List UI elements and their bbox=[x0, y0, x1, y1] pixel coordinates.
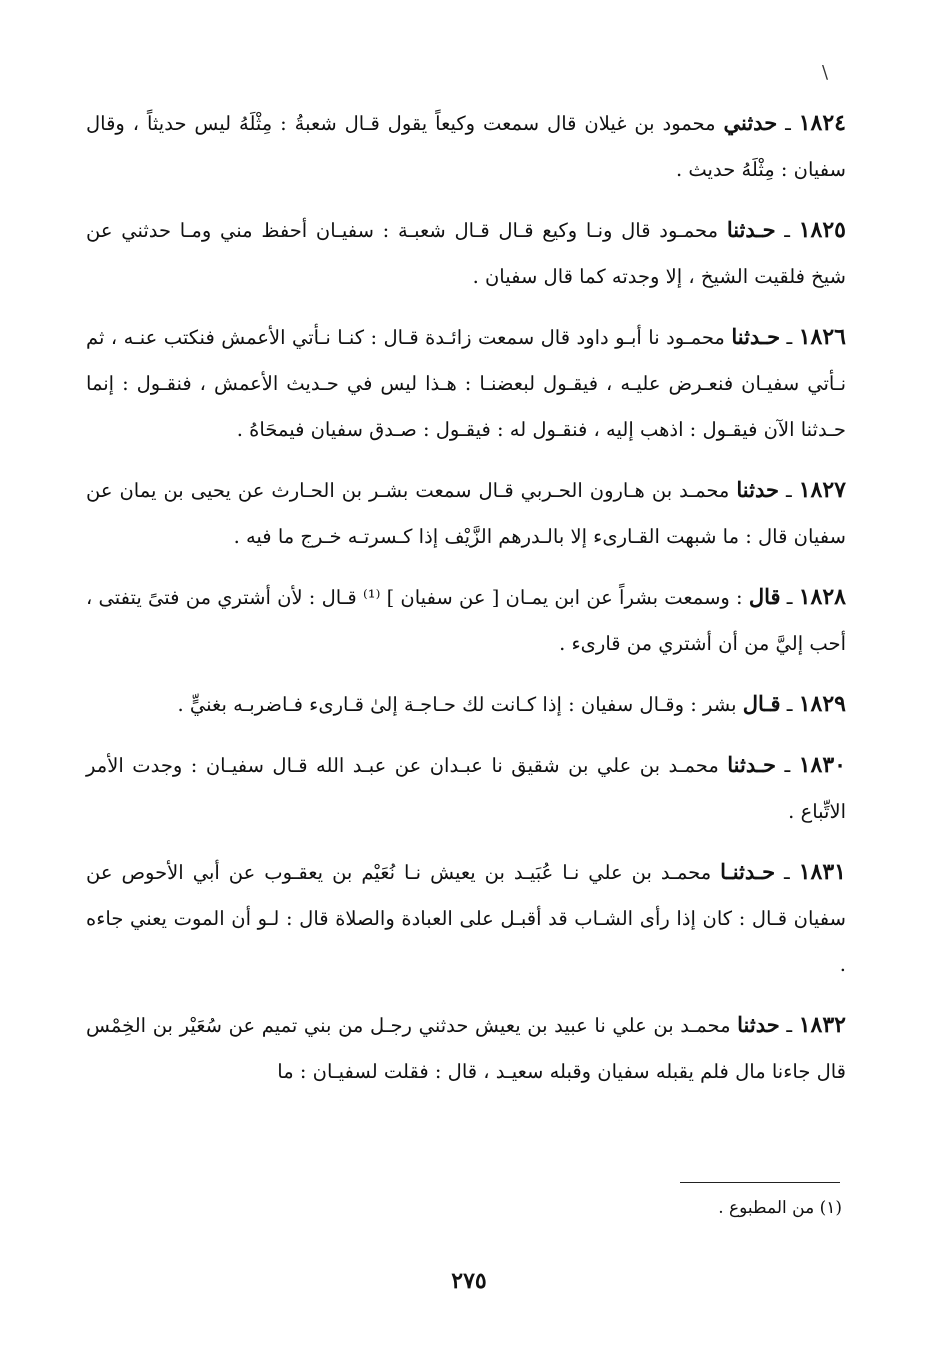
entry-number: ١٨٢٩ bbox=[798, 691, 846, 717]
entry-text: محمـد بن علي نا عبيد بن يعيش حدثني رجـل من بني تميم عن سُعَيْر بن الخِمْس قال جاءنا مال فلم يقبله سفيان وقبله سعيـد ، قال : فقلت لسفيـان : ما bbox=[86, 1014, 846, 1083]
hadith-entry-1824: ١٨٢٤ ـ حدثني محمود بن غيلان قال سمعت وكيعاً يقول قـال شعبةُ : مِثْلَهُ ليس حديثاً ، وقال سفيان : مِثْلَهُ حديث . bbox=[86, 110, 846, 181]
hadith-entry-1832: ١٨٣٢ ـ حدثنا محمـد بن علي نا عبيد بن يعيش حدثني رجـل من بني تميم عن سُعَيْر بن الخِمْس قال جاءنا مال فلم يقبله سفيان وقبله سعيـد ، قال : فقلت لسفيـان : ما bbox=[86, 1012, 846, 1083]
page-number: ٢٧٥ bbox=[451, 1268, 487, 1294]
hadith-entry-1828: ١٨٢٨ ـ قال : وسمعت بشراً عن ابن يمـان [ عن سفيان ] ⁽¹⁾ قـال : لأن أشتري من فتىً يتفتى ، أحب إليَّ من أن أشتري من قارىء . bbox=[86, 584, 846, 655]
entry-text: بشر : وقـال سفيان : إذا كـانت لك حـاجـة إلىٰ قـارىء فـاضربـه بغنيٍّ . bbox=[177, 693, 737, 716]
hadith-entry-1825: ١٨٢٥ ـ حـدثنا محمـود قال ونـا وكيع قـال قـال شعبـة : سفيـان أحفظ مني ومـا حدثني عن شيخ فلقيت الشيخ ، إلا وجدته كما قال سفيان . bbox=[86, 217, 846, 288]
entry-lead-word: حـدثنا bbox=[726, 217, 776, 242]
entry-lead-word: قال bbox=[748, 584, 781, 609]
entry-number: ١٨٢٨ bbox=[798, 584, 846, 610]
entry-text: محمـد بن علي نـا عُبَيـد بن يعيش نـا نُعَيْم بن يعقـوب عن أبي الأحوص عن سفيان قـال : كان إذا رأى الشـاب قد أقبـل على العبادة والصلاة قال : لـو أن الموت يعني جاءه . bbox=[86, 861, 846, 976]
footnote-divider bbox=[680, 1182, 840, 1183]
entry-number: ١٨٢٥ bbox=[798, 217, 846, 243]
entry-lead-word: حدثنا bbox=[737, 1012, 780, 1037]
hadith-entry-1831: ١٨٣١ ـ حـدثنـا محمـد بن علي نـا عُبَيـد بن يعيش نـا نُعَيْم بن يعقـوب عن أبي الأحوص عن سفيان قـال : كان إذا رأى الشـاب قد أقبـل على العبادة والصلاة قال : لـو أن الموت يعني جاءه . bbox=[86, 859, 846, 976]
entry-lead-word: حـدثنا bbox=[731, 324, 781, 349]
corner-mark: \ bbox=[822, 62, 829, 83]
entry-number: ١٨٢٧ bbox=[798, 477, 846, 503]
entry-lead-word: حدثني bbox=[723, 110, 778, 135]
hadith-entry-1827: ١٨٢٧ ـ حدثنا محمـد بن هـارون الحـربي قـال سمعت بشـر بن الحـارث عن يحيى بن يمان عن سفيان قال : ما شبهت القـارىء إلا بالـدرهم الزَّيْف إذا كـسرتـه خـرج ما فيه . bbox=[86, 477, 846, 548]
hadith-entry-1830: ١٨٣٠ ـ حـدثنا محمـد بن علي بن شقيق نا عبـدان عن عبـد الله قـال سفيـان : وجدت الأمر الاتِّباع . bbox=[86, 752, 846, 823]
entry-text: محمود بن غيلان قال سمعت وكيعاً يقول قـال شعبةُ : مِثْلَهُ ليس حديثاً ، وقال سفيان : مِثْلَهُ حديث . bbox=[86, 112, 846, 181]
entry-lead-word: حـدثنـا bbox=[720, 859, 776, 884]
entry-text: محمـد بن علي بن شقيق نا عبـدان عن عبـد الله قـال سفيـان : وجدت الأمر الاتِّباع . bbox=[86, 754, 846, 823]
entry-number: ١٨٣٢ bbox=[798, 1012, 846, 1038]
hadith-entry-1826: ١٨٢٦ ـ حـدثنا محمـود نا أبـو داود قال سمعت زائـدة قـال : كنـا نـأتي الأعمش فنكتب عنـه ، ثم نـأتي سفيـان فنعـرض عليـه ، فيقـول لبعضنـا : هـذا ليس في حـديث الأعمش ، فنقـول : إنما حـدثنا الآن فيقـول : اذهب إليه ، فنقـول له : فيقـول : صـدق سفيان فيمحَاهُ . bbox=[86, 324, 846, 441]
entry-lead-word: حـدثنا bbox=[727, 752, 777, 777]
footnote: (١) من المطبوع . bbox=[718, 1198, 842, 1218]
entry-text: محمـود نا أبـو داود قال سمعت زائـدة قـال : كنـا نـأتي الأعمش فنكتب عنـه ، ثم نـأتي سفيـان فنعـرض عليـه ، فيقـول لبعضنـا : هـذا ليس في حـديث الأعمش ، فنقـول : إنما حـدثنا الآن فيقـول : اذهب إليه ، فنقـول له : فيقـول : صـدق سفيان فيمحَاهُ . bbox=[86, 326, 846, 441]
entry-number: ١٨٣١ bbox=[798, 859, 846, 885]
hadith-entry-1829: ١٨٢٩ ـ قـال بشر : وقـال سفيان : إذا كـانت لك حـاجـة إلىٰ قـارىء فـاضربـه بغنيٍّ . bbox=[177, 691, 846, 717]
entry-number: ١٨٣٠ bbox=[798, 752, 846, 778]
hadith-entries bbox=[86, 100, 846, 1109]
entry-number: ١٨٢٤ bbox=[798, 110, 846, 136]
entry-lead-word: قـال bbox=[742, 691, 781, 716]
entry-text: محمـد بن هـارون الحـربي قـال سمعت بشـر بن الحـارث عن يحيى بن يمان عن سفيان قال : ما شبهت القـارىء إلا بالـدرهم الزَّيْف إذا كـسرتـه خـرج ما فيه . bbox=[86, 479, 846, 548]
entry-lead-word: حدثنا bbox=[736, 477, 779, 502]
entry-text: محمـود قال ونـا وكيع قـال قـال شعبـة : سفيـان أحفظ مني ومـا حدثني عن شيخ فلقيت الشيخ ، إلا وجدته كما قال سفيان . bbox=[86, 219, 846, 288]
entry-number: ١٨٢٦ bbox=[798, 324, 846, 350]
entry-text: : وسمعت بشراً عن ابن يمـان [ عن سفيان ] ⁽¹⁾ قـال : لأن أشتري من فتىً يتفتى ، أحب إليَّ من أن أشتري من قارىء . bbox=[86, 586, 846, 655]
